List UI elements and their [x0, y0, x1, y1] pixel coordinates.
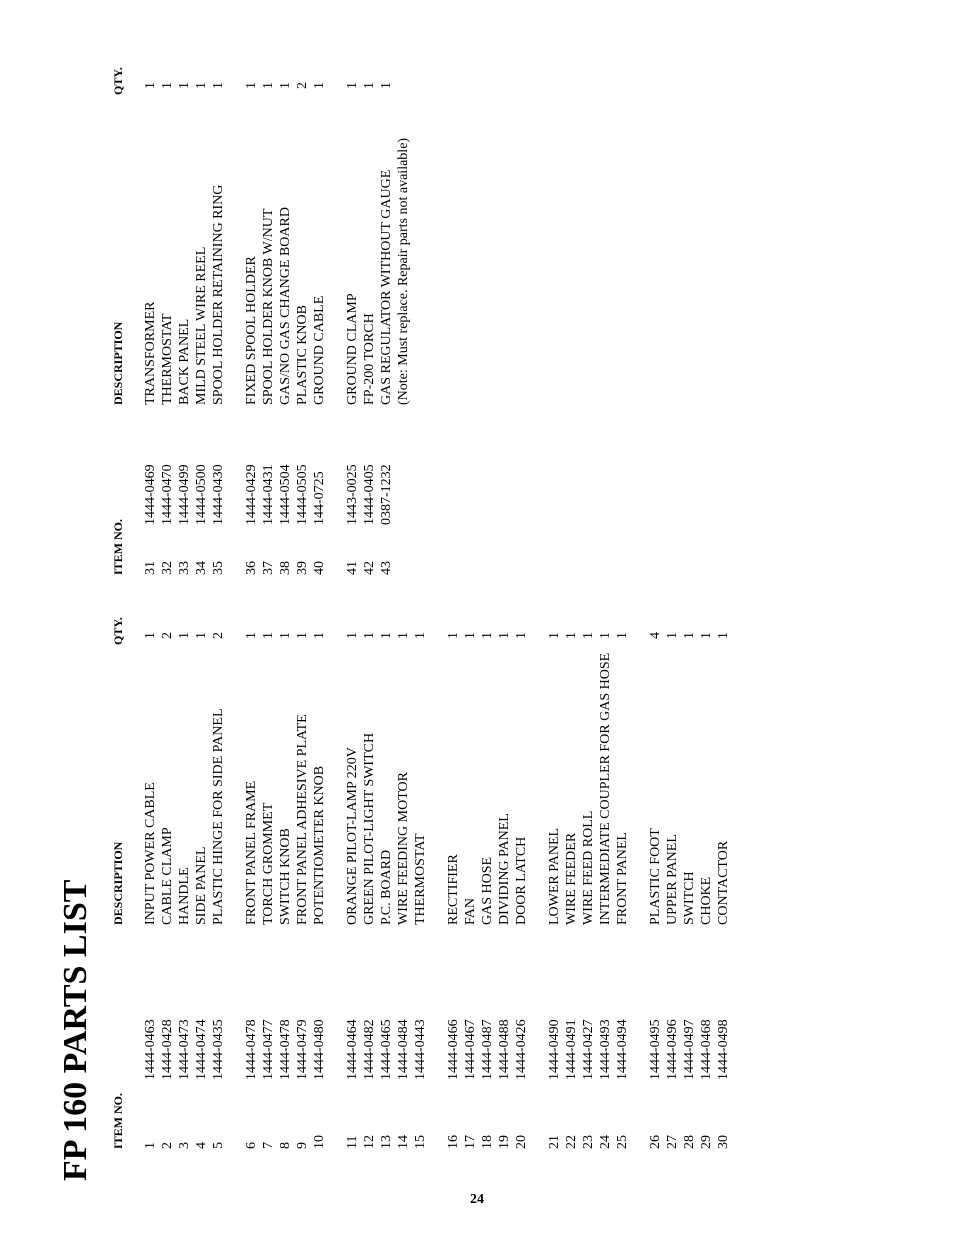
table-row	[647, 0, 664, 1235]
quantity: 1	[699, 632, 714, 639]
item-number: 24	[598, 1135, 613, 1149]
item-number: 20	[514, 1135, 529, 1149]
part-description: INPUT POWER CABLE	[143, 782, 158, 925]
item-number: 31	[143, 561, 158, 575]
quantity: 1	[261, 632, 276, 639]
table-row	[513, 0, 530, 1235]
quantity: 2	[211, 632, 226, 639]
part-description: GAS HOSE	[480, 856, 495, 925]
quantity: 1	[278, 632, 293, 639]
part-number: 1444-0431	[261, 464, 276, 525]
item-number: 28	[682, 1135, 697, 1149]
part-number: 1444-0494	[615, 1019, 630, 1080]
part-number: 1444-0499	[177, 464, 192, 525]
item-number: 35	[211, 561, 226, 575]
quantity: 2	[295, 82, 310, 89]
header-description-left: DESCRIPTION	[111, 841, 125, 925]
part-description: WIRE FEEDING MOTOR	[396, 772, 411, 925]
item-number: 17	[463, 1135, 478, 1149]
part-number: 1444-0468	[699, 1019, 714, 1080]
part-description: GROUND CLAMP	[345, 293, 360, 405]
quantity: 1	[514, 632, 529, 639]
part-description: INTERMEDIATE COUPLER FOR GAS HOSE	[598, 652, 613, 925]
part-description: GAS REGULATOR WITHOUT GAUGE	[379, 169, 394, 405]
item-number: 27	[665, 1135, 680, 1149]
part-number: 1444-0467	[463, 1019, 478, 1080]
quantity: 1	[345, 632, 360, 639]
table-row	[294, 0, 311, 1235]
part-number: 1444-0482	[362, 1019, 377, 1080]
item-number: 16	[446, 1135, 461, 1149]
item-number: 29	[699, 1135, 714, 1149]
part-description: P.C. BOARD	[379, 849, 394, 925]
item-number: 10	[312, 1135, 327, 1149]
quantity: 1	[682, 632, 697, 639]
table-row	[698, 0, 715, 1235]
item-number: 22	[564, 1135, 579, 1149]
table-row	[580, 0, 597, 1235]
item-number: 42	[362, 561, 377, 575]
item-number: 5	[211, 1142, 226, 1149]
item-number: 9	[295, 1142, 310, 1149]
part-description: FRONT PANEL	[615, 832, 630, 925]
part-number: 1444-0469	[143, 464, 158, 525]
part-description: SPOOL HOLDER KNOB W/NUT	[261, 208, 276, 405]
item-number: 7	[261, 1142, 276, 1149]
part-description: WIRE FEED ROLL	[581, 810, 596, 925]
item-number: 33	[177, 561, 192, 575]
item-number: 3	[177, 1142, 192, 1149]
table-row	[614, 0, 631, 1235]
part-number: 1444-0466	[446, 1019, 461, 1080]
table-row	[243, 0, 260, 1235]
part-description: LOWER PANEL	[547, 827, 562, 925]
item-number: 4	[194, 1142, 209, 1149]
item-number: 36	[244, 561, 259, 575]
part-description: UPPER PANEL	[665, 834, 680, 925]
part-description: CHOKE	[699, 876, 714, 925]
part-description: CONTACTOR	[716, 840, 731, 925]
quantity: 1	[143, 82, 158, 89]
quantity: 1	[244, 82, 259, 89]
part-number: 1443-0025	[345, 464, 360, 525]
header-description-right: DESCRIPTION	[111, 321, 125, 405]
table-row	[176, 0, 193, 1235]
quantity: 1	[396, 632, 411, 639]
quantity: 1	[581, 632, 596, 639]
quantity: 1	[362, 82, 377, 89]
part-number: 1444-0490	[547, 1019, 562, 1080]
part-number: 1444-0495	[648, 1019, 663, 1080]
part-number: 1444-0505	[295, 464, 310, 525]
header-item-no-right: ITEM NO.	[111, 518, 125, 575]
item-number: 12	[362, 1135, 377, 1149]
item-number: 38	[278, 561, 293, 575]
part-description: FRONT PANEL FRAME	[244, 780, 259, 925]
part-number: 1444-0470	[160, 464, 175, 525]
part-description: PLASTIC KNOB	[295, 305, 310, 405]
quantity: 1	[160, 82, 175, 89]
part-description: TORCH GROMMET	[261, 802, 276, 925]
part-number: 1444-0405	[362, 464, 377, 525]
part-description: GAS/NO GAS CHANGE BOARD	[278, 207, 293, 405]
table-row	[681, 0, 698, 1235]
part-description: FRONT PANEL ADHESIVE PLATE	[295, 714, 310, 925]
table-row	[664, 0, 681, 1235]
header-qty-right: QTY.	[111, 67, 125, 95]
parts-note: (Note: Must replace. Repair parts not available)	[396, 137, 411, 405]
item-number: 2	[160, 1142, 175, 1149]
quantity: 1	[413, 632, 428, 639]
quantity: 1	[362, 632, 377, 639]
part-description: HANDLE	[177, 867, 192, 925]
part-number: 1444-0479	[295, 1019, 310, 1080]
part-description: GREEN PILOT-LIGHT SWITCH	[362, 732, 377, 925]
part-number: 1444-0493	[598, 1019, 613, 1080]
table-row	[479, 0, 496, 1235]
quantity: 1	[194, 82, 209, 89]
part-description: RECTIFIER	[446, 854, 461, 925]
part-number: 144-0725	[312, 471, 327, 525]
quantity: 1	[211, 82, 226, 89]
part-number: 1444-0500	[194, 464, 209, 525]
part-description: ORANGE PILOT-LAMP 220V	[345, 747, 360, 925]
part-description: PLASTIC FOOT	[648, 828, 663, 925]
quantity: 1	[278, 82, 293, 89]
table-row	[193, 0, 210, 1235]
quantity: 1	[312, 82, 327, 89]
part-description: SPOOL HOLDER RETAINING RING	[211, 184, 226, 405]
part-description: FP-200 TORCH	[362, 313, 377, 405]
table-row	[344, 0, 361, 1235]
part-description: POTENTIOMETER KNOB	[312, 765, 327, 925]
part-number: 1444-0487	[480, 1019, 495, 1080]
quantity: 1	[143, 632, 158, 639]
table-row	[277, 0, 294, 1235]
quantity: 1	[244, 632, 259, 639]
part-description: MILD STEEL WIRE REEL	[194, 246, 209, 405]
table-row	[597, 0, 614, 1235]
part-description: DOOR LATCH	[514, 836, 529, 925]
item-number: 6	[244, 1142, 259, 1149]
quantity: 2	[160, 632, 175, 639]
item-number: 11	[345, 1135, 360, 1149]
part-description: TRANSFORMER	[143, 301, 158, 405]
item-number: 15	[413, 1135, 428, 1149]
quantity: 1	[312, 632, 327, 639]
part-number: 1444-0504	[278, 464, 293, 525]
quantity: 1	[665, 632, 680, 639]
item-number: 25	[615, 1135, 630, 1149]
part-number: 1444-0478	[278, 1019, 293, 1080]
part-number: 1444-0428	[160, 1019, 175, 1080]
part-number: 1444-0427	[581, 1019, 596, 1080]
quantity: 1	[295, 632, 310, 639]
quantity: 1	[446, 632, 461, 639]
table-row	[142, 0, 159, 1235]
quantity: 4	[648, 632, 663, 639]
quantity: 1	[177, 632, 192, 639]
quantity: 1	[615, 632, 630, 639]
part-number: 1444-0488	[497, 1019, 512, 1080]
item-number: 34	[194, 561, 209, 575]
quantity: 1	[564, 632, 579, 639]
table-row	[311, 0, 328, 1235]
part-number: 1444-0498	[716, 1019, 731, 1080]
quantity: 1	[463, 632, 478, 639]
table-row	[159, 0, 176, 1235]
page-number: 24	[470, 1192, 484, 1207]
part-number: 1444-0474	[194, 1019, 209, 1080]
part-number: 1444-0491	[564, 1019, 579, 1080]
part-description: FIXED SPOOL HOLDER	[244, 256, 259, 405]
part-description: WIRE FEEDER	[564, 832, 579, 925]
part-description: FAN	[463, 898, 478, 925]
part-description: SWITCH KNOB	[278, 828, 293, 925]
quantity: 1	[716, 632, 731, 639]
item-number: 18	[480, 1135, 495, 1149]
header-item-no-left: ITEM NO.	[111, 1092, 125, 1149]
part-number: 1444-0463	[143, 1019, 158, 1080]
table-row	[496, 0, 513, 1235]
table-row	[462, 0, 479, 1235]
table-row	[260, 0, 277, 1235]
table-row	[378, 0, 395, 1235]
part-description: DIVIDING PANEL	[497, 813, 512, 925]
item-number: 21	[547, 1135, 562, 1149]
item-number: 13	[379, 1135, 394, 1149]
part-number: 1444-0478	[244, 1019, 259, 1080]
part-number: 1444-0430	[211, 464, 226, 525]
item-number: 41	[345, 561, 360, 575]
part-description: SWITCH	[682, 871, 697, 925]
table-row	[563, 0, 580, 1235]
part-number: 1444-0497	[682, 1019, 697, 1080]
part-description: CABLE CLAMP	[160, 827, 175, 925]
item-number: 40	[312, 561, 327, 575]
table-row	[546, 0, 563, 1235]
part-number: 1444-0464	[345, 1019, 360, 1080]
part-number: 1444-0480	[312, 1019, 327, 1080]
quantity: 1	[194, 632, 209, 639]
quantity: 1	[379, 632, 394, 639]
quantity: 1	[379, 82, 394, 89]
item-number: 32	[160, 561, 175, 575]
item-number: 14	[396, 1135, 411, 1149]
header-qty-left: QTY.	[111, 617, 125, 645]
part-description: GROUND CABLE	[312, 295, 327, 405]
table-row	[715, 0, 732, 1235]
quantity: 1	[261, 82, 276, 89]
part-number: 1444-0443	[413, 1019, 428, 1080]
table-row	[412, 0, 429, 1235]
part-number: 1444-0473	[177, 1019, 192, 1080]
item-number: 8	[278, 1142, 293, 1149]
part-description: THERMOSTAT	[413, 833, 428, 925]
part-number: 1444-0435	[211, 1019, 226, 1080]
item-number: 26	[648, 1135, 663, 1149]
part-number: 0387-1232	[379, 464, 394, 525]
item-number: 19	[497, 1135, 512, 1149]
part-description: PLASTIC HINGE FOR SIDE PANEL	[211, 708, 226, 925]
quantity: 1	[497, 632, 512, 639]
quantity: 1	[345, 82, 360, 89]
part-number: 1444-0429	[244, 464, 259, 525]
item-number: 43	[379, 561, 394, 575]
item-number: 1	[143, 1142, 158, 1149]
part-number: 1444-0496	[665, 1019, 680, 1080]
quantity: 1	[547, 632, 562, 639]
table-row	[361, 0, 378, 1235]
part-number: 1444-0426	[514, 1019, 529, 1080]
table-row	[210, 0, 227, 1235]
table-row	[445, 0, 462, 1235]
part-description: SIDE PANEL	[194, 846, 209, 925]
part-number: 1444-0484	[396, 1019, 411, 1080]
item-number: 37	[261, 561, 276, 575]
part-description: BACK PANEL	[177, 318, 192, 405]
item-number: 39	[295, 561, 310, 575]
item-number: 30	[716, 1135, 731, 1149]
part-number: 1444-0465	[379, 1019, 394, 1080]
quantity: 1	[598, 632, 613, 639]
part-number: 1444-0477	[261, 1019, 276, 1080]
quantity: 1	[480, 632, 495, 639]
quantity: 1	[177, 82, 192, 89]
page-title: FP 160 PARTS LIST	[57, 879, 94, 1181]
part-description: THERMOSTAT	[160, 313, 175, 405]
item-number: 23	[581, 1135, 596, 1149]
